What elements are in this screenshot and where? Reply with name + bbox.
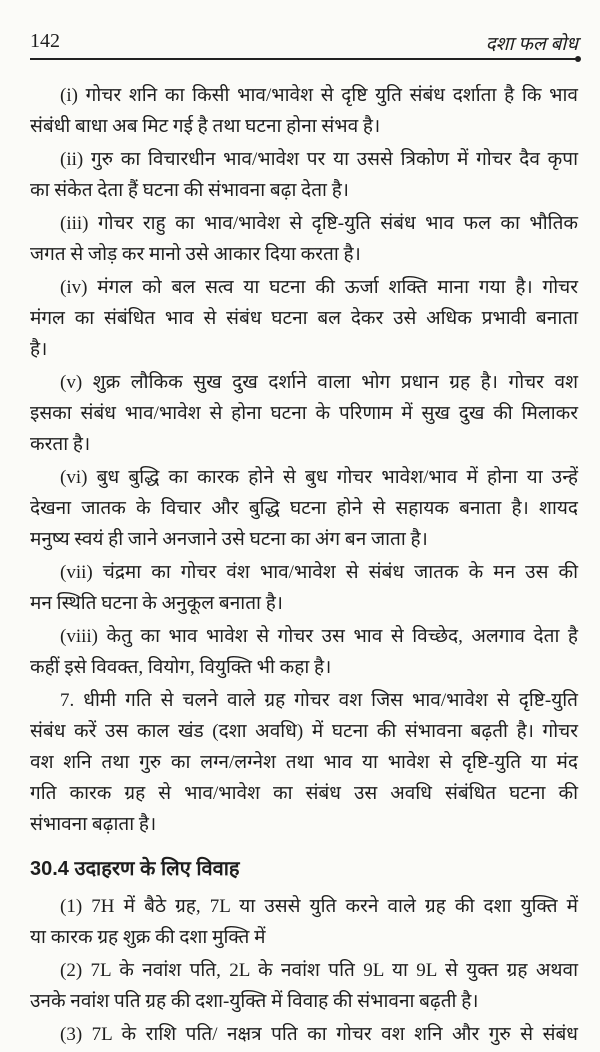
paragraph: [30, 208, 578, 270]
text-line: संबंधी बाधा अब मिट गई है तथा घटना होना संभव है।: [30, 116, 381, 137]
text-line: है।: [30, 339, 48, 360]
text-line: 7. धीमी गति से चलने वाले ग्रह गोचर वश जिस भाव/भावेश से दृष्टि-युति: [60, 690, 578, 711]
text-line: (viii) केतु का भाव भावेश से गोचर उस भाव से विच्छेद, अलगाव देता है: [60, 626, 578, 647]
text-block-top: [30, 80, 578, 840]
text-line: मंगल का संबंधित भाव से संबंध घटना बल देकर उसे अधिक प्रभावी बनाता: [30, 308, 578, 329]
text-line: का संकेत देता हैं घटना की संभावना बढ़ा देता है।: [30, 180, 349, 201]
section-heading: 30.4 उदाहरण के लिए विवाह: [30, 858, 240, 880]
paragraph: [30, 891, 578, 953]
text-line: देखना जातक के विचार और बुद्धि घटना होने से सहायक बनाता है। शायद: [30, 498, 578, 519]
page-body: [30, 80, 578, 1052]
text-line: (vi) बुध बुद्धि का कारक होने से बुध गोचर भावेश/भाव में होना या उन्हें: [60, 467, 578, 488]
text-line: मनुष्य स्वयं ही जाने अनजाने उसे घटना का अंग बन जाता है।: [30, 529, 428, 550]
paragraph: [30, 272, 578, 365]
paragraph: [30, 685, 578, 840]
text-line: (vii) चंद्रमा का गोचर वंश भाव/भावेश से संबंध जातक के मन उस की: [60, 562, 578, 583]
text-block-bottom: [30, 891, 578, 1050]
text-line: (1) 7H में बैठे ग्रह, 7L या उससे युति करने वाले ग्रह की दशा युक्ति में: [60, 896, 578, 917]
text-line: या कारक ग्रह शुक्र की दशा मुक्ति में: [30, 927, 266, 948]
text-line: (3) 7L के राशि पति/ नक्षत्र पति का गोचर वश शनि और गुरु से संबंध: [60, 1024, 578, 1045]
paragraph: [30, 462, 578, 555]
text-line: जगत से जोड़ कर मानो उसे आकार दिया करता है।: [30, 244, 361, 265]
text-line: संभावना बढ़ाता है।: [30, 814, 157, 835]
text-line: गति कारक ग्रह से भाव/भावेश का संबंध उस अवधि संबंधित घटना की: [30, 783, 578, 804]
text-line: इसका संबंध भाव/भावेश से होना घटना के परिणाम में सुख दुख की मिलाकर: [30, 403, 578, 424]
paragraph: [30, 621, 578, 683]
paragraph: [30, 1019, 578, 1050]
text-line: उनके नवांश पति ग्रह की दशा-युक्ति में विवाह की संभावना बढ़ती है।: [30, 991, 479, 1012]
paragraph: [30, 80, 578, 142]
text-line: (v) शुक्र लौकिक सुख दुख दर्शाने वाला भोग प्रधान ग्रह है। गोचर वश: [60, 372, 578, 393]
paragraph: [30, 955, 578, 1017]
text-line: वश शनि तथा गुरु का लग्न/लग्नेश तथा भाव या भावेश से दृष्टि-युति या मंद: [30, 752, 578, 773]
text-line: (iii) गोचर राहु का भाव/भावेश से दृष्टि-युति संबंध भाव फल का भौतिक: [60, 213, 578, 234]
header-rule: [30, 58, 578, 60]
text-line: मन स्थिति घटना के अनुकूल बनाता है।: [30, 593, 283, 614]
page-number: 142: [30, 30, 60, 52]
paragraph: [30, 367, 578, 460]
text-line: (iv) मंगल को बल सत्व या घटना की ऊर्जा शक्ति माना गया है। गोचर: [60, 277, 578, 298]
text-line: (i) गोचर शनि का किसी भाव/भावेश से दृष्टि युति संबंध दर्शाता है कि भाव: [60, 85, 578, 106]
paragraph: [30, 144, 578, 206]
paragraph: [30, 557, 578, 619]
text-line: (2) 7L के नवांश पति, 2L के नवांश पति 9L या 9L से युक्त ग्रह अथवा: [60, 960, 578, 981]
text-line: करता है।: [30, 434, 91, 455]
running-title: दशा फल बोध: [485, 34, 578, 55]
page-header: [30, 30, 578, 60]
text-line: (ii) गुरु का विचारधीन भाव/भावेश पर या उससे त्रिकोण में गोचर दैव कृपा: [60, 149, 578, 170]
text-line: संबंध करें उस काल खंड (दशा अवधि) में घटना की संभावना बढ़ती है। गोचर: [30, 721, 578, 742]
text-line: कहीं इसे विवक्त, वियोग, वियुक्ति भी कहा है।: [30, 657, 332, 678]
